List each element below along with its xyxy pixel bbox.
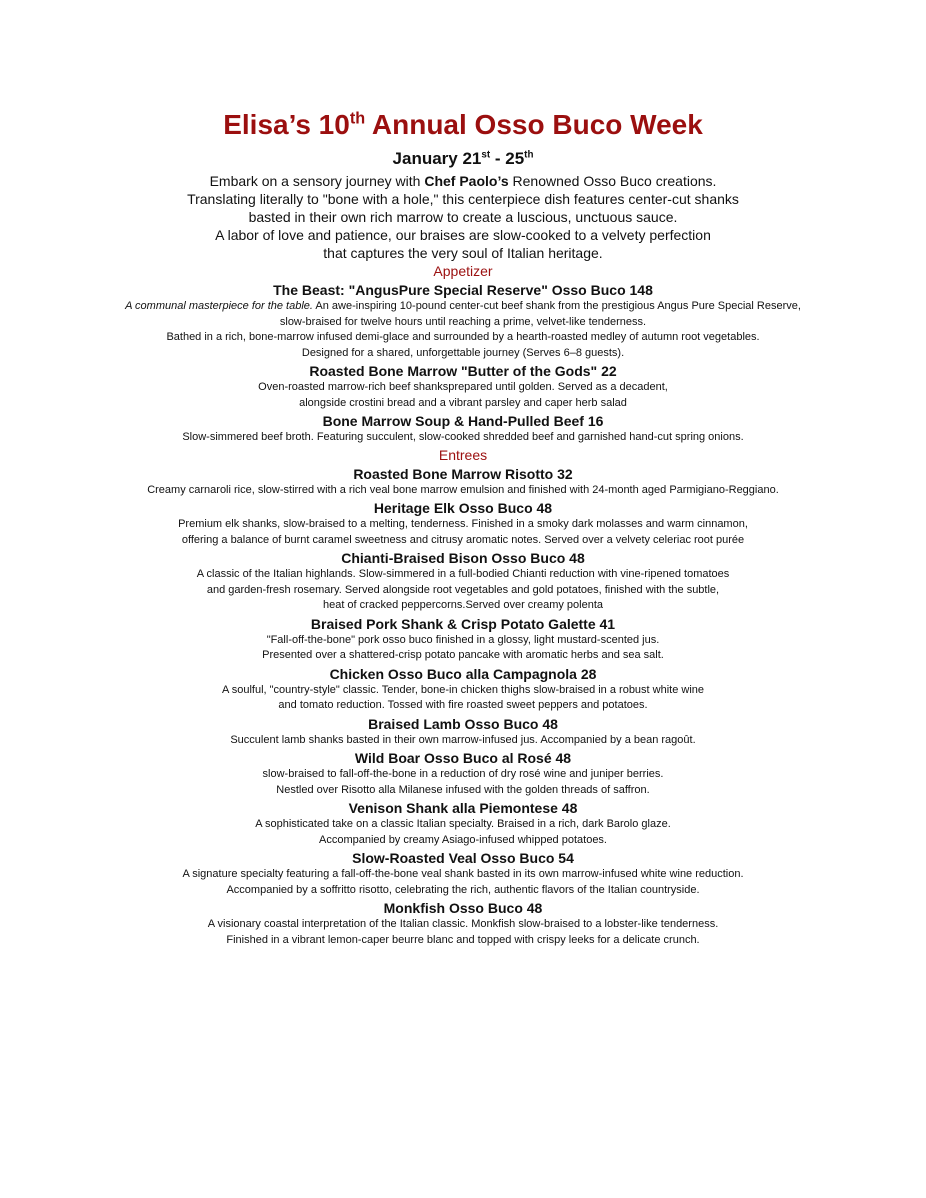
description-line: A sophisticated take on a classic Italian specialty. Braised in a rich, dark Barolo glaze.: [255, 818, 671, 830]
dates-start-superscript: st: [481, 149, 491, 161]
dates-start: January 21: [392, 149, 482, 168]
intro-line-5: that captures the very soul of Italian heritage.: [323, 245, 603, 261]
description-line: Oven-roasted marrow-rich beef shanksprepared until golden. Served as a decadent,: [258, 381, 668, 393]
menu-item: [60, 799, 866, 848]
menu-item-name: The Beast: "AngusPure Special Reserve" Osso Buco 148: [273, 282, 653, 298]
menu-item: [60, 465, 866, 499]
menu-item-description: [60, 483, 866, 499]
description-line: Slow-simmered beef broth. Featuring succulent, slow-cooked shredded beef and garnished hand-cut spring onions.: [182, 431, 744, 443]
menu-item-description: [60, 380, 866, 411]
description-line: and garden-fresh rosemary. Served alongside root vegetables and gold potatoes, finished with the subtle,: [206, 583, 720, 596]
menu-item: [60, 412, 866, 446]
menu-item: [60, 899, 866, 948]
title-rest-text: Annual Osso Buco Week: [365, 109, 703, 140]
description-line: Premium elk shanks, slow-braised to a melting, tenderness. Finished in a smoky dark molasses and warm cinnamon,: [178, 518, 748, 530]
menu-item-description: [60, 683, 866, 714]
description-line: "Fall-off-the-bone" pork osso buco finished in a glossy, light mustard-scented jus.: [266, 633, 660, 646]
menu-item-description: [60, 867, 866, 898]
menu-item-name: Braised Pork Shank & Crisp Potato Galette 41: [310, 615, 616, 632]
menu-item: [60, 849, 866, 898]
appetizer-list: [60, 281, 866, 446]
menu-item-name: Monkfish Osso Buco 48: [383, 900, 543, 916]
title-superscript: th: [349, 109, 366, 128]
description-line: and tomato reduction. Tossed with fire roasted sweet peppers and potatoes.: [278, 699, 648, 711]
description-line: offering a balance of burnt caramel sweetness and citrusy aromatic notes. Served over a velvety celeriac root purée: [181, 533, 745, 546]
menu-item-description: [60, 517, 866, 548]
menu-item-name: Bone Marrow Soup & Hand-Pulled Beef 16: [322, 413, 604, 429]
menu-item-description: [60, 633, 866, 664]
menu-item: [60, 749, 866, 798]
menu-item: [60, 281, 866, 361]
dates-end: - 25: [490, 149, 525, 168]
description-line: A visionary coastal interpretation of the Italian classic. Monkfish slow-braised to a lobster-like tenderness.: [207, 918, 719, 930]
menu-content: [60, 106, 866, 948]
menu-item-name: Slow-Roasted Veal Osso Buco 54: [352, 850, 574, 866]
entrees-heading: Entrees: [438, 446, 488, 463]
dates-end-superscript: th: [524, 149, 534, 161]
title-main-text: Elisa’s 10: [223, 109, 350, 140]
description-line: Creamy carnaroli rice, slow-stirred with a rich veal bone marrow emulsion and finished with 24-month aged Parmigiano-Reggiano.: [147, 483, 779, 496]
description-line: A classic of the Italian highlands. Slow-simmered in a full-bodied Chianti reduction with vine-ripened tomatoes: [196, 568, 730, 580]
description-line: Accompanied by creamy Asiago-infused whipped potatoes.: [318, 833, 607, 846]
description-line: A soulful, "country-style" classic. Tender, bone-in chicken thighs slow-braised in a robust white wine: [221, 683, 705, 696]
appetizer-heading: Appetizer: [433, 263, 493, 279]
menu-item: [60, 715, 866, 749]
menu-item-name: Wild Boar Osso Buco al Rosé 48: [354, 750, 572, 766]
menu-title: [60, 106, 866, 144]
description-line: Succulent lamb shanks basted in their own marrow-infused jus. Accompanied by a bean ragoût.: [230, 733, 696, 746]
menu-item: [60, 665, 866, 714]
menu-item-description: [60, 917, 866, 948]
menu-item-description: [60, 733, 866, 749]
menu-item: [60, 499, 866, 548]
entree-list: [60, 465, 866, 949]
intro-paragraph: [60, 172, 866, 262]
description-line: heat of cracked peppercorns.Served over creamy polenta: [322, 599, 604, 611]
menu-item-name: Roasted Bone Marrow Risotto 32: [353, 465, 573, 482]
event-dates: [60, 148, 866, 170]
menu-item-description: [60, 299, 866, 361]
menu-item-description: [60, 767, 866, 798]
description-line: Finished in a vibrant lemon-caper beurre blanc and topped with crispy leeks for a delicate crunch.: [226, 933, 700, 946]
description-line: Designed for a shared, unforgettable journey (Serves 6–8 guests).: [301, 346, 625, 359]
menu-item-name: Heritage Elk Osso Buco 48: [373, 500, 553, 516]
menu-item-description: [60, 430, 866, 446]
description-line: slow-braised to fall-off-the-bone in a reduction of dry rosé wine and juniper berries.: [262, 768, 664, 780]
menu-item: [60, 549, 866, 614]
menu-item-name: Braised Lamb Osso Buco 48: [368, 715, 558, 732]
description-line: slow-braised for twelve hours until reaching a prime, velvet-like tenderness.: [279, 315, 647, 328]
intro-line-1: Embark on a sensory journey with Chef Paolo’s Renowned Osso Buco creations.: [209, 173, 717, 189]
menu-item-name: Chianti-Braised Bison Osso Buco 48: [341, 550, 585, 566]
chef-name: Chef Paolo’s: [424, 173, 509, 189]
intro-line-4: A labor of love and patience, our braises are slow-cooked to a velvety perfection: [215, 227, 711, 243]
description-line: Accompanied by a soffritto risotto, celebrating the rich, authentic flavors of the Italian countryside.: [226, 883, 700, 896]
description-line: Presented over a shattered-crisp potato pancake with aromatic herbs and sea salt.: [262, 649, 664, 661]
menu-item-tagline: A communal masterpiece for the table.: [125, 300, 313, 312]
description-line: Nestled over Risotto alla Milanese infused with the golden threads of saffron.: [276, 783, 650, 796]
menu-item-name: Venison Shank alla Piemontese 48: [348, 800, 578, 816]
menu-item: [60, 615, 866, 664]
intro-line-3: basted in their own rich marrow to create a luscious, unctuous sauce.: [248, 209, 678, 225]
description-line: A communal masterpiece for the table. An awe-inspiring 10-pound center-cut beef shank from the prestigious Angus Pure Special Reserve,: [125, 300, 801, 312]
menu-item-name: Roasted Bone Marrow "Butter of the Gods" 22: [309, 363, 617, 379]
menu-item-description: [60, 817, 866, 848]
description-line: alongside crostini bread and a vibrant parsley and caper herb salad: [299, 396, 627, 409]
description-line: A signature specialty featuring a fall-off-the-bone veal shank basted in its own marrow-infused white wine reduction.: [182, 868, 744, 880]
intro-line-2: Translating literally to "bone with a hole," this centerpiece dish features center-cut shanks: [187, 191, 739, 207]
menu-item-name: Chicken Osso Buco alla Campagnola 28: [329, 665, 597, 682]
menu-item-description: [60, 567, 866, 614]
description-line: Bathed in a rich, bone-marrow infused demi-glace and surrounded by a hearth-roasted medley of autumn root vegetables.: [166, 331, 760, 343]
menu-item: [60, 362, 866, 411]
